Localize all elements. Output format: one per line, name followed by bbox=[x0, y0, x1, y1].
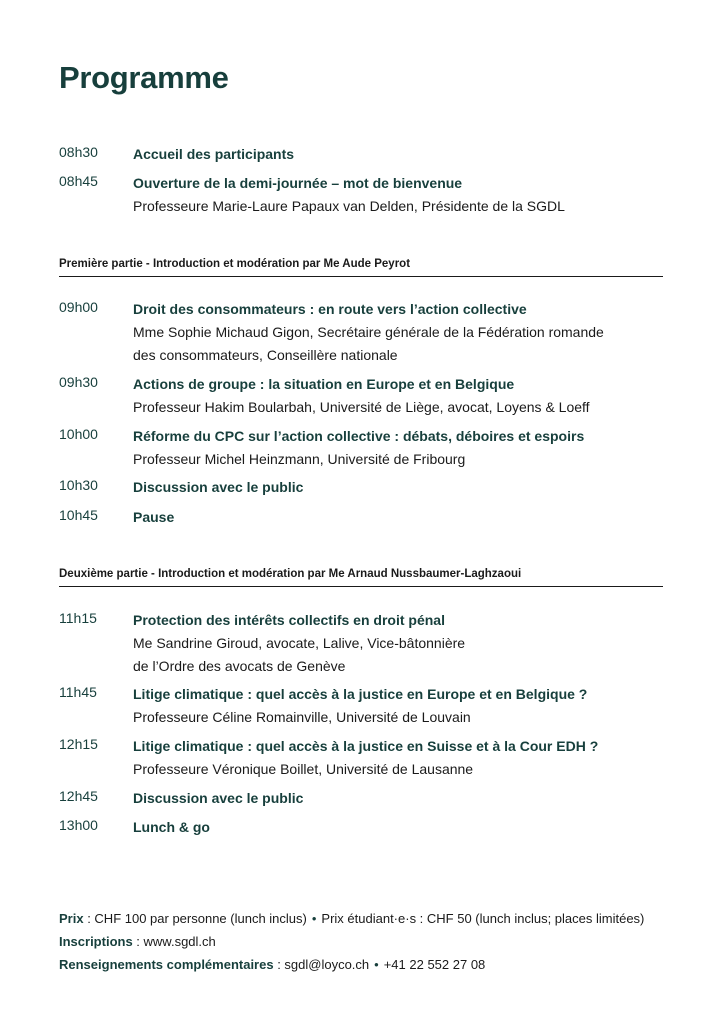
info-email[interactable]: : sgdl@loyco.ch bbox=[273, 957, 370, 972]
item-time: 09h00 bbox=[59, 299, 98, 315]
item-time: 08h30 bbox=[59, 144, 98, 160]
inscriptions-label: Inscriptions bbox=[59, 934, 133, 949]
section-heading-part1: Première partie - Introduction et modération par Me Aude Peyrot bbox=[59, 258, 663, 277]
student-price-text: Prix étudiant·e·s : CHF 50 (lunch inclus; places limitées) bbox=[321, 911, 645, 926]
item-speaker: de l’Ordre des avocats de Genève bbox=[133, 658, 346, 674]
price-text: : CHF 100 par personne (lunch inclus) bbox=[83, 911, 307, 926]
item-time: 09h30 bbox=[59, 374, 98, 390]
page-title: Programme bbox=[59, 60, 229, 95]
inscriptions-link[interactable]: : www.sgdl.ch bbox=[132, 934, 216, 949]
footer-inscriptions bbox=[59, 934, 216, 949]
item-time: 12h15 bbox=[59, 736, 98, 752]
item-speaker: Me Sandrine Giroud, avocate, Lalive, Vice-bâtonnière bbox=[133, 635, 466, 651]
item-speaker: Professeure Céline Romainville, Université de Louvain bbox=[133, 709, 471, 725]
item-title: Discussion avec le public bbox=[133, 479, 304, 495]
item-time: 11h15 bbox=[59, 610, 97, 626]
separator-dot: • bbox=[311, 911, 317, 926]
item-title: Pause bbox=[133, 509, 175, 525]
item-title: Actions de groupe : la situation en Europe et en Belgique bbox=[133, 376, 515, 392]
footer-info bbox=[59, 957, 485, 972]
footer-price bbox=[59, 911, 644, 926]
separator-dot: • bbox=[374, 957, 379, 972]
item-time: 13h00 bbox=[59, 817, 98, 833]
item-speaker: Mme Sophie Michaud Gigon, Secrétaire générale de la Fédération romande bbox=[133, 324, 604, 340]
item-title: Réforme du CPC sur l’action collective : débats, déboires et espoirs bbox=[133, 428, 585, 444]
info-label: Renseignements complémentaires bbox=[59, 957, 274, 972]
item-speaker: des consommateurs, Conseillère nationale bbox=[133, 347, 398, 363]
item-time: 11h45 bbox=[59, 684, 97, 700]
item-title: Droit des consommateurs : en route vers l’action collective bbox=[133, 301, 527, 317]
item-time: 08h45 bbox=[59, 173, 98, 189]
item-title: Litige climatique : quel accès à la justice en Europe et en Belgique ? bbox=[133, 686, 588, 702]
section-heading-part2: Deuxième partie - Introduction et modération par Me Arnaud Nussbaumer-Laghzaoui bbox=[59, 568, 663, 587]
item-title: Ouverture de la demi-journée – mot de bienvenue bbox=[133, 175, 463, 191]
item-time: 12h45 bbox=[59, 788, 98, 804]
item-speaker: Professeur Hakim Boularbah, Université de Liège, avocat, Loyens & Loeff bbox=[133, 399, 590, 415]
item-title: Lunch & go bbox=[133, 819, 210, 835]
item-title: Protection des intérêts collectifs en droit pénal bbox=[133, 612, 445, 628]
item-title: Accueil des participants bbox=[133, 146, 295, 162]
item-title: Litige climatique : quel accès à la justice en Suisse et à la Cour EDH ? bbox=[133, 738, 599, 754]
item-time: 10h45 bbox=[59, 507, 98, 523]
item-speaker: Professeur Michel Heinzmann, Université de Fribourg bbox=[133, 451, 466, 467]
item-title: Discussion avec le public bbox=[133, 790, 304, 806]
item-time: 10h00 bbox=[59, 426, 98, 442]
info-phone: +41 22 552 27 08 bbox=[383, 957, 486, 972]
price-label: Prix bbox=[59, 911, 84, 926]
item-speaker: Professeure Véronique Boillet, Université de Lausanne bbox=[133, 761, 474, 777]
item-time: 10h30 bbox=[59, 477, 98, 493]
item-speaker: Professeure Marie-Laure Papaux van Delden, Présidente de la SGDL bbox=[133, 198, 565, 214]
